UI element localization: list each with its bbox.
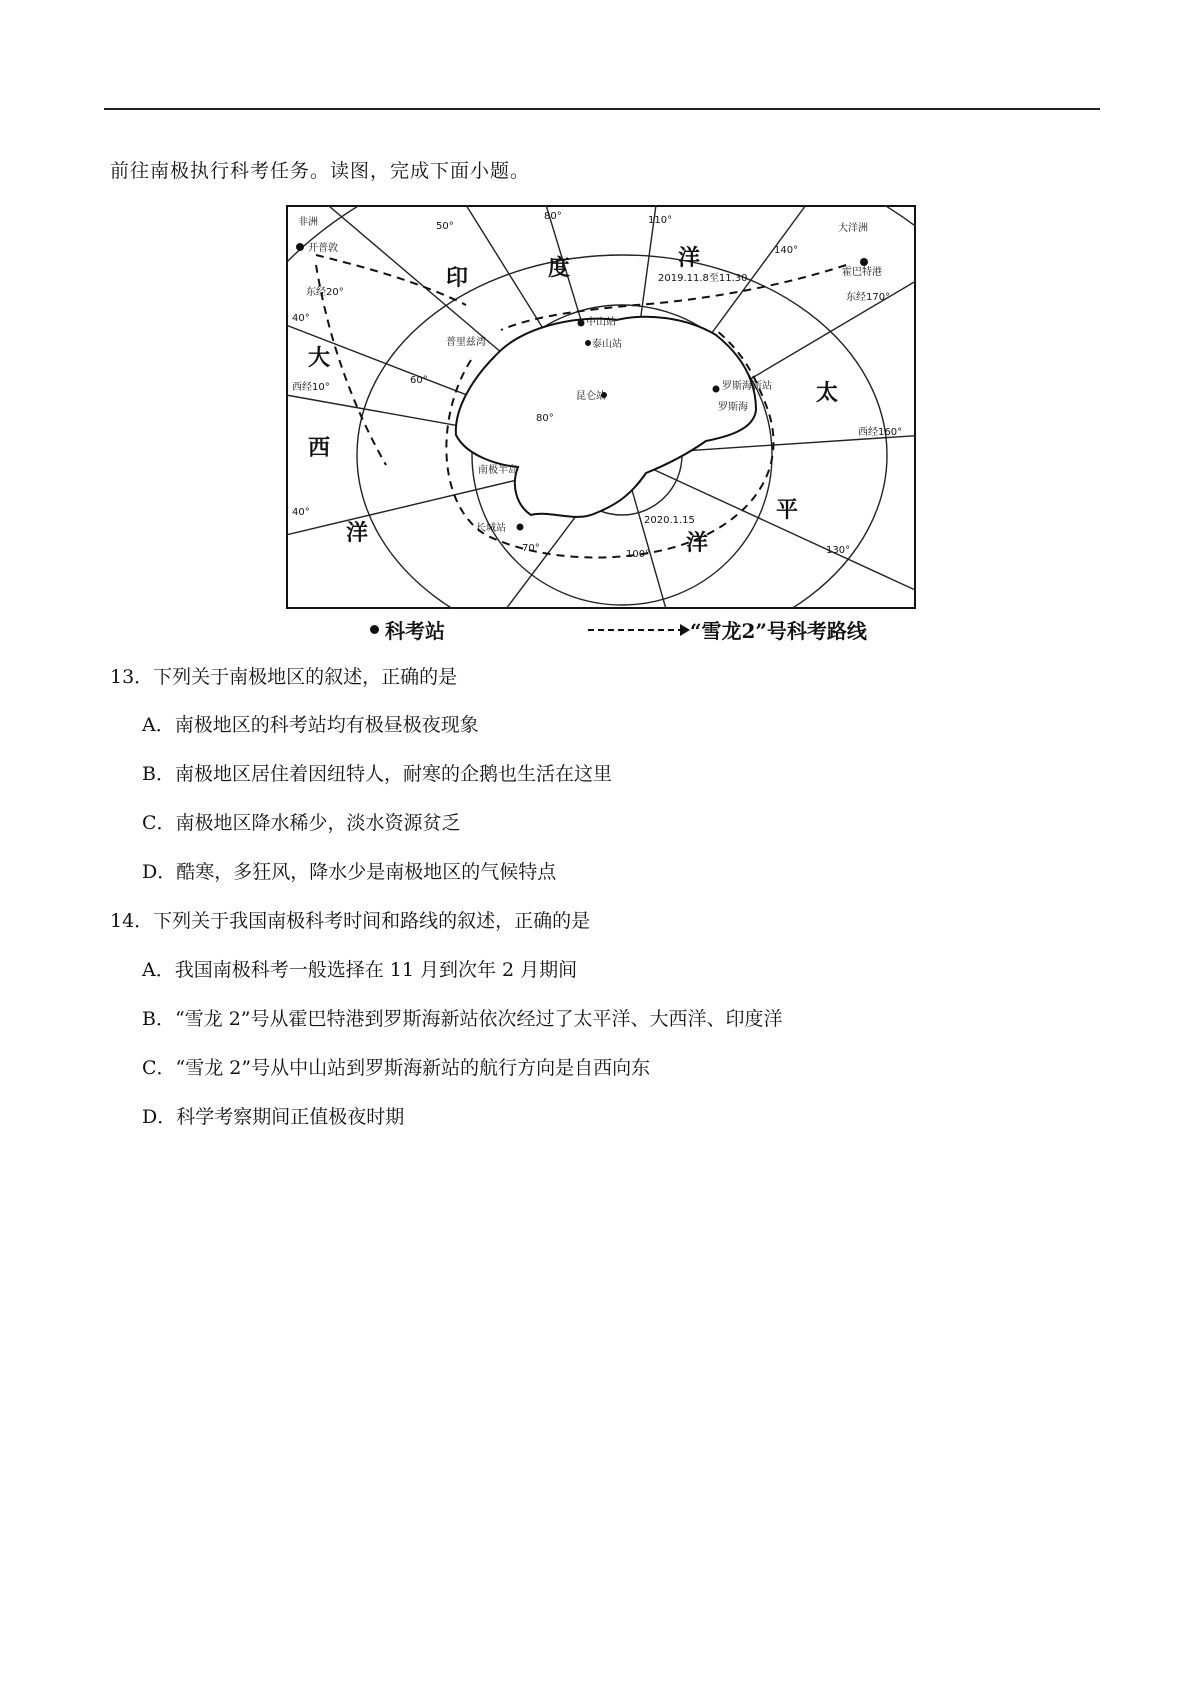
question-14-option-a: A．我国南极科考一般选择在 11 月到次年 2 月期间 <box>142 959 578 981</box>
label-zhongshan: 中山站 <box>586 317 616 328</box>
lon-40-bottom: 40° <box>292 507 310 518</box>
station-great-wall <box>517 524 524 531</box>
question-14-option-d: D．科学考察期间正值极夜时期 <box>142 1106 405 1128</box>
city-cape-town <box>296 243 304 251</box>
ocean-char-8: 平 <box>776 497 799 523</box>
ocean-char-2: 度 <box>548 255 571 281</box>
question-14-option-b: B．“雪龙 2”号从霍巴特港到罗斯海新站依次经过了太平洋、大西洋、印度洋 <box>142 1008 783 1030</box>
label-oceania: 大洋洲 <box>838 223 868 234</box>
date-label-1: 2019.11.8至11.30 <box>658 273 748 284</box>
station-zhongshan <box>578 320 585 327</box>
lon-80-inner: 80° <box>536 413 554 424</box>
dashed-arrow-icon <box>588 629 684 631</box>
city-hobart <box>860 258 868 266</box>
lon-60: 60° <box>410 375 428 386</box>
question-14-stem: 14．下列关于我国南极科考时间和路线的叙述，正确的是 <box>110 910 591 932</box>
ocean-char-3: 洋 <box>678 245 701 271</box>
legend-station-label: 科考站 <box>385 619 445 643</box>
lon-110: 110° <box>648 215 673 226</box>
lon-70: 70° <box>522 543 540 554</box>
ocean-char-9: 洋 <box>686 530 709 556</box>
label-great-wall: 长城站 <box>476 523 506 534</box>
map-legend <box>286 609 916 641</box>
question-13-option-a: A．南极地区的科考站均有极昼极夜现象 <box>142 714 479 736</box>
label-ross-new: 罗斯海新站 <box>722 381 772 392</box>
label-peninsula: 南极半岛 <box>478 465 518 476</box>
lon-40-top: 40° <box>292 313 310 324</box>
antarctic-route-map <box>286 205 916 641</box>
lon-e20: 东经20° <box>306 287 344 298</box>
lon-140: 140° <box>774 245 799 256</box>
question-14-option-c: C．“雪龙 2”号从中山站到罗斯海新站的航行方向是自西向东 <box>142 1057 651 1079</box>
ocean-char-7: 太 <box>816 380 839 406</box>
legend-route-label: “雪龙2”号科考路线 <box>690 619 867 643</box>
label-taishan: 泰山站 <box>592 339 622 350</box>
ocean-char-4: 大 <box>308 345 331 371</box>
question-13-option-d: D．酷寒，多狂风，降水少是南极地区的气候特点 <box>142 861 557 883</box>
lon-100: 100° <box>626 549 651 560</box>
ocean-char-5: 西 <box>308 435 331 461</box>
question-13-option-c: C．南极地区降水稀少，淡水资源贫乏 <box>142 812 461 834</box>
legend-route <box>588 615 867 644</box>
question-13-stem: 13．下列关于南极地区的叙述，正确的是 <box>110 666 458 688</box>
legend-station <box>370 615 445 644</box>
lon-80: 80° <box>544 211 562 222</box>
map-svg <box>286 205 916 609</box>
station-dot-icon <box>370 625 379 634</box>
label-africa: 非洲 <box>298 217 318 228</box>
intro-text: 前往南极执行科考任务。读图，完成下面小题。 <box>110 160 531 182</box>
label-ross-sea: 罗斯海 <box>718 402 748 413</box>
ocean-char-6: 洋 <box>346 520 369 546</box>
header-rule <box>104 108 1100 110</box>
station-taishan <box>585 340 591 346</box>
lon-50: 50° <box>436 221 454 232</box>
lon-w160: 西经160° <box>858 427 903 438</box>
ocean-char-1: 印 <box>446 265 469 291</box>
label-prydz: 普里兹湾 <box>446 337 486 348</box>
lon-130: 130° <box>826 545 851 556</box>
label-kunlun: 昆仑站 <box>576 391 606 402</box>
station-ross-new <box>713 386 720 393</box>
lon-w10: 西经10° <box>292 382 330 393</box>
date-label-2: 2020.1.15 <box>644 515 695 526</box>
question-13-option-b: B．南极地区居住着因纽特人，耐寒的企鹅也生活在这里 <box>142 763 612 785</box>
label-hobart: 霍巴特港 <box>842 267 882 278</box>
lon-e170: 东经170° <box>846 292 891 303</box>
label-cape-town: 开普敦 <box>308 243 338 254</box>
